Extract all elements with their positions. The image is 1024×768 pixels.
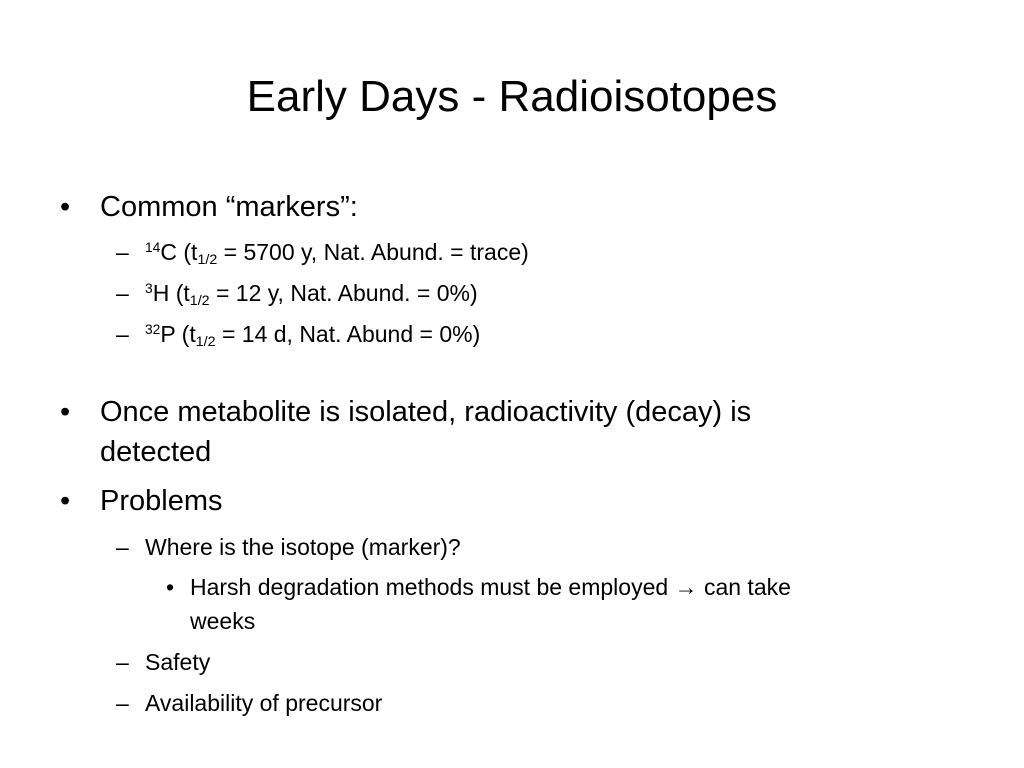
subitem-text-line2: weeks [190,608,256,634]
isotope-text [145,320,480,348]
subitem-text-after: can take [697,574,791,600]
mass-number: 3 [145,281,153,297]
bullet-text-line2: detected [100,436,212,468]
bullet-marker: • [166,574,175,600]
halflife-subscript: 1/2 [189,292,210,309]
problem-text: Availability of precursor [145,690,383,716]
isotope-text [145,238,529,266]
subitem-text-before: Harsh degradation methods must be employed [190,574,675,600]
dash-marker: – [116,239,129,265]
dash-marker: – [116,690,129,716]
isotope-details: = 12 y, Nat. Abund. = 0%) [209,280,478,306]
mass-number: 32 [145,322,161,338]
element-symbol: H [152,280,170,306]
slide-title: Early Days - Radioisotopes [246,72,778,121]
element-symbol: C [160,239,177,265]
dash-marker: – [116,649,129,675]
subitem-text [190,573,791,601]
bullet-marker: • [60,396,71,428]
dash-marker: – [116,534,129,560]
halflife-open: (t [175,321,196,347]
dash-marker: – [116,280,129,306]
mass-number: 14 [145,240,161,256]
isotope-details: = 14 d, Nat. Abund = 0%) [215,321,481,347]
bullet-text: Problems [100,485,223,517]
halflife-open: (t [176,239,198,265]
bullet-marker: • [60,485,71,517]
dash-marker: – [116,321,129,347]
bullet-text-line1: Once metabolite is isolated, radioactivity (decay) is [100,396,752,428]
halflife-subscript: 1/2 [197,251,218,268]
isotope-details: = 5700 y, Nat. Abund. = trace) [217,239,529,265]
halflife-subscript: 1/2 [195,333,216,350]
problem-text: Safety [145,649,211,675]
bullet-text: Common “markers”: [100,191,358,223]
bullet-marker: • [60,191,71,223]
halflife-open: (t [169,280,190,306]
problem-text: Where is the isotope (marker)? [145,534,461,560]
right-arrow-icon: → [674,574,698,600]
isotope-text [145,279,478,307]
element-symbol: P [160,321,176,347]
